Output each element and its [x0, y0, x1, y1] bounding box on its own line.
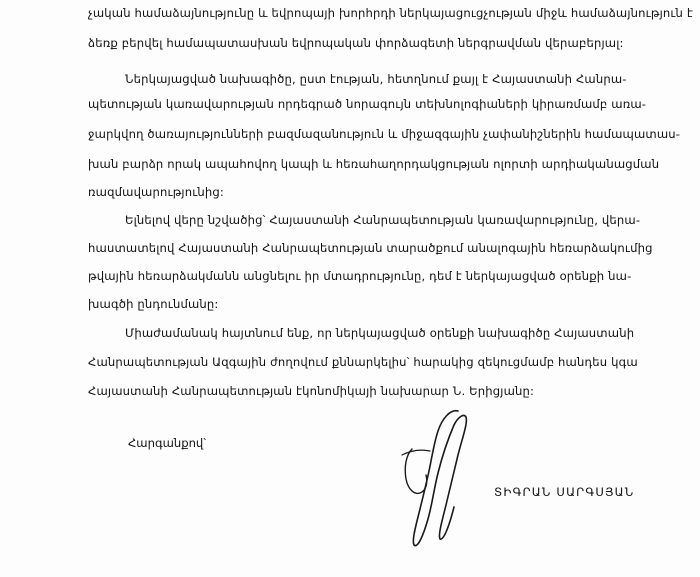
letter-line-6: խան բարձր որակ ապահովող կապի և հեռահաղորդակցության ոլորտի արդիականացման [88, 157, 660, 171]
letter-line-10: թվային հեռարձակմանն անցնելու իր մտադրությունը, դեմ է ներկայացված օրենքի նա- [88, 269, 632, 283]
letter-line-13: Հանրապետության Ազգային ժողովում քննարկելիս՝ հարակից զեկուցմամբ հանդես կգա [88, 355, 638, 369]
letter-line-12: Միաժամանակ հայտնում ենք, որ ներկայացված օրենքի նախագիծը Հայաստանի [125, 326, 635, 340]
letter-line-14: Հայաստանի Հանրապետության էկոնոմիկայի նախարար Ն. Երիցյանը: [88, 384, 535, 398]
letter-line-3: Ներկայացված նախագիծը, ըստ էության, հետղնում քայլ է Հայաստանի Հանրա- [125, 72, 627, 86]
letter-line-5: ջարկվող ծառայությունների բազմազանություն և միջազգային չափանիշներին համապատաս- [88, 127, 681, 141]
closing-salutation: Հարգանքով՝ [128, 436, 207, 450]
letter-line-7: ռազմավարությունից: [88, 185, 224, 199]
letter-line-2: ձեռք բերվել համապատասխան եվրոպական փորձագետի ներգրավման վերաբերյալ: [88, 36, 624, 50]
signer-name: ՏԻԳՐԱՆ ՍԱՐԳՍՅԱՆ [494, 485, 635, 499]
letter-line-11: խագծի ընդունմանը: [88, 297, 219, 311]
handwritten-signature [392, 405, 482, 560]
letter-line-4: պետության կառավարության որդեգրած նորագույն տեխնոլոգիաների կիրառմամբ առա- [88, 97, 647, 111]
letter-line-8: Ելնելով վերը նշվածից՝ Հայաստանի Հանրապետության կառավարությունը, վերա- [125, 213, 641, 227]
letter-line-9: հաստատելով Հայաստանի Հանրապետության տարածքում անալոգային հեռարձակումից [88, 241, 653, 255]
letter-line-1: չական համաձայնությունը և եվրոպայի խորհրդի ներկայացուցչության միջև համաձայնություն է [88, 6, 694, 20]
